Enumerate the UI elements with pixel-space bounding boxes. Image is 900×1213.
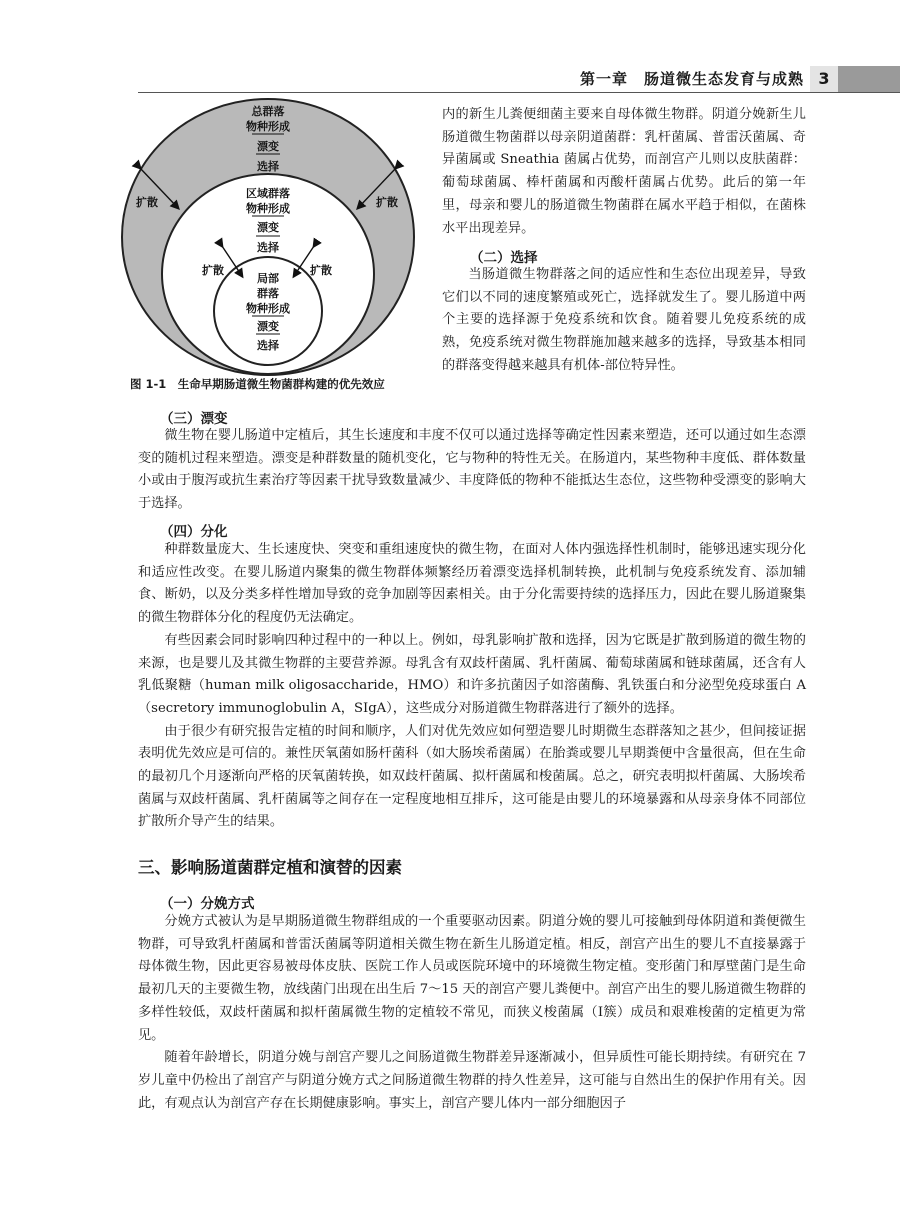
subheading-delivery-mode: （一）分娩方式 [160,896,255,912]
dispersal-label-outer-left: 扩散 [136,196,158,209]
paragraph: 由于很少有研究报告定植的时间和顺序，人们对优先效应如何塑造婴儿时期微生态群落知之甚少，但间接证据表明优先效应是可信的。兼性厌氧菌如肠杆菌科（如大肠埃希菌属）在胎粪或婴儿早期粪便中含量很高，但在生命的最初几个月逐渐向严格的厌氧菌转换，如双歧杆菌属、拟杆菌属和梭菌属。总之，研究表明拟杆菌属、大肠埃希菌属与双歧杆菌属、乳杆菌属等之间存在一定程度地相互排斥，这可能是由婴儿的环境暴露和从母亲身体不同部位扩散所介导产生的结果。 [138,723,806,830]
subheading-drift: （三）漂变 [160,411,228,427]
middle-label-3: 漂变 [257,221,279,234]
page-number: 3 [810,66,838,92]
dispersal-label-outer-right: 扩散 [376,196,398,209]
middle-label-2: 物种形成 [246,202,290,215]
paragraph: 分娩方式被认为是早期肠道微生物群组成的一个重要驱动因素。阴道分娩的婴儿可接触到母体阴道和粪便微生物群，可导致乳杆菌属和普雷沃菌属等阴道相关微生物在新生儿肠道定植。相反，剖宫产出生的婴儿不直接暴露于母体微生物，因此更容易被母体皮肤、医院工作人员或医院环境中的环境微生物定植。变形菌门和厚壁菌门是生命最初几天的主要微生物，放线菌门出现在出生后 7～15 天的剖宫产婴儿粪便中。剖宫产出生的婴儿肠道微生物群的多样性较低，双歧杆菌属和拟杆菌属微生物的定植较不常见，而狭义梭菌属（Ⅰ簇）成员和艰难梭菌的定植更为常见。 [138,914,806,1043]
chapter-title: 第一章 肠道微生态发育与成熟 [579,70,804,88]
priority-effect-diagram [118,98,436,380]
dispersal-label-inner-left: 扩散 [202,264,224,277]
paragraph: 有些因素会同时影响四种过程中的一种以上。例如，母乳影响扩散和选择，因为它既是扩散到肠道的微生物的来源，也是婴儿及其微生物群的主要营养源。母乳含有双歧杆菌属、乳杆菌属、葡萄球菌属和链球菌属，还含有人乳低聚糖（human milk oligosaccharide，HMO）和许多抗菌因子如溶菌酶、乳铁蛋白和分泌型免疫球蛋白 A（secretory immunoglobulin A，SIgA），这些成分对肠道微生物群落进行了额外的选择。 [138,632,806,716]
paragraph: 内的新生儿粪便细菌主要来自母体微生物群。阴道分娩新生儿肠道微生物菌群以母亲阴道菌群：乳杆菌属、普雷沃菌属、奇异菌属或 Sneathia 菌属占优势，而剖宫产儿则以皮肤菌群：葡萄球菌属、棒杆菌属和丙酸杆菌属占优势。此后的第一年里，母亲和婴儿的肠道微生物菌群在属水平趋于相似，在菌株水平出现差异。 [442,107,806,236]
paragraph: 种群数量庞大、生长速度快、突变和重组速度快的微生物，在面对人体内强选择性机制时，能够迅速实现分化和适应性改变。在婴儿肠道内聚集的微生物群体频繁经历着漂变选择机制转换，此机制与免疫系统发育、添加辅食、断奶，以及分类多样性增加导致的竞争加剧等因素相关。由于分化需要持续的选择压力，因此在婴儿肠道聚集的微生物群体分化的程度仍无法确定。 [138,542,806,626]
inner-label-5: 选择 [257,339,279,352]
header-bar [838,66,900,92]
drift-text [138,425,806,516]
header-rule [138,92,900,93]
outer-label-1: 总群落 [251,105,285,118]
outer-label-3: 漂变 [257,140,279,153]
outer-label-2: 物种形成 [246,120,290,133]
middle-label-4: 选择 [257,241,279,254]
selection-text [442,264,806,378]
subheading-diversification: （四）分化 [160,524,228,540]
dispersal-label-inner-right: 扩散 [310,264,332,277]
paragraph: 当肠道微生物群落之间的适应性和生态位出现差异，导致它们以不同的速度繁殖或死亡，选择就发生了。婴儿肠道中两个主要的选择源于免疫系统和饮食。随着婴儿免疫系统的成熟，免疫系统对微生物群施加越来越多的选择，导致基本相同的群落变得越来越具有机体-部位特异性。 [442,267,806,373]
figure-1-1 [118,98,436,398]
inner-label-1: 局部 [257,272,279,285]
right-column-text [442,104,806,240]
inner-label-3: 物种形成 [246,302,290,315]
section-title: 三、影响肠道菌群定植和演替的因素 [138,858,402,877]
figure-caption: 图 1-1 生命早期肠道微生物菌群构建的优先效应 [130,377,385,391]
delivery-mode-text [138,911,806,1115]
paragraph: 微生物在婴儿肠道中定植后，其生长速度和丰度不仅可以通过选择等确定性因素来塑造，还可以通过如生态漂变的随机过程来塑造。漂变是种群数量的随机变化，它与物种的特性无关。在肠道内，某些物种丰度低、群体数量小或由于腹泻或抗生素治疗等因素干扰导致数量减少、丰度降低的物种不能抵达生态位，这些物种受漂变的影响大于选择。 [138,428,806,512]
subheading-selection: （二）选择 [470,250,538,266]
outer-label-4: 选择 [257,160,279,173]
middle-label-1: 区域群落 [246,187,290,200]
diversification-text [138,539,806,834]
inner-label-4: 漂变 [257,320,279,333]
paragraph: 随着年龄增长，阴道分娩与剖宫产婴儿之间肠道微生物群差异逐渐减小，但异质性可能长期持续。有研究在 7 岁儿童中仍检出了剖宫产与阴道分娩方式之间肠道微生物群的持久性差异，这可能与自然出生的保护作用有关。因此，有观点认为剖宫产存在长期健康影响。事实上，剖宫产婴儿体内一部分细胞因子 [138,1050,806,1111]
running-header [0,66,900,92]
inner-label-2: 群落 [257,287,279,300]
